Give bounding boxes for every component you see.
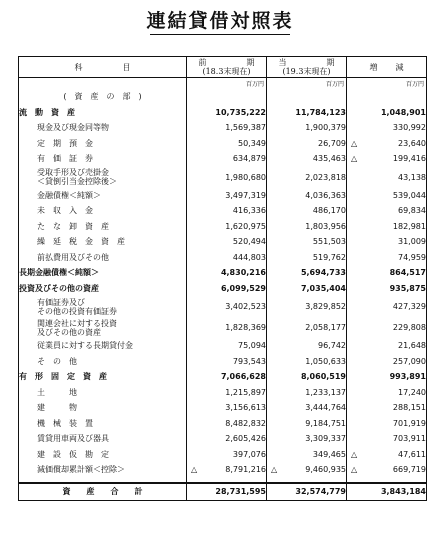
table-row <box>19 317 427 338</box>
row-label: 繰 延 税 金 資 産 <box>19 234 187 250</box>
total-label: 資 産 合 計 <box>19 483 187 501</box>
row-label <box>19 317 187 338</box>
table-row <box>19 250 427 266</box>
cell-prev <box>187 416 267 432</box>
table-row <box>19 89 427 105</box>
cell-curr <box>267 151 347 167</box>
cell-diff <box>347 105 427 121</box>
cell-value: 793,543 <box>232 356 266 366</box>
cell-value: 1,900,379 <box>305 123 346 133</box>
cell-value: 349,465 <box>312 449 346 459</box>
cell-diff <box>347 234 427 250</box>
cell-diff <box>347 354 427 370</box>
row-label: 有 形 固 定 資 産 <box>19 369 187 385</box>
row-label-line1: 受取手形及び売掛金 <box>37 168 109 177</box>
cell-prev <box>187 296 267 317</box>
row-label-line2: 及びその他の資産 <box>37 327 101 337</box>
cell-diff <box>347 250 427 266</box>
cell-value: 935,875 <box>389 283 426 293</box>
row-label-line2: ＜貸倒引当金控除後＞ <box>37 177 117 186</box>
negative-triangle-icon: △ <box>351 138 358 148</box>
cell-value: 8,060,519 <box>300 372 346 382</box>
total-diff: 3,843,184 <box>347 483 427 501</box>
cell-value: 1,980,680 <box>225 172 266 182</box>
cell-diff <box>347 167 427 188</box>
row-label <box>19 167 187 188</box>
negative-triangle-icon: △ <box>191 465 198 475</box>
row-label: 有 価 証 券 <box>19 151 187 167</box>
cell-curr <box>267 120 347 136</box>
table-row <box>19 447 427 463</box>
cell-diff <box>347 151 427 167</box>
row-label: 現金及び現金同等物 <box>19 120 187 136</box>
row-label: 長期金融債権＜純額＞ <box>19 265 187 281</box>
table-row <box>19 385 427 401</box>
table-row <box>19 400 427 416</box>
table-row <box>19 203 427 219</box>
cell-value: 257,090 <box>392 356 426 366</box>
cell-curr <box>267 462 347 478</box>
cell-curr <box>267 105 347 121</box>
header-diff: 増減 <box>347 57 427 78</box>
header-prev <box>187 57 267 78</box>
table-row <box>19 120 427 136</box>
cell-value: 31,009 <box>398 237 426 247</box>
table-row <box>19 136 427 152</box>
cell-curr <box>267 203 347 219</box>
cell-value: 435,463 <box>312 154 346 164</box>
cell-value: 5,694,733 <box>300 268 346 278</box>
cell-value: 23,640 <box>398 138 426 148</box>
cell-diff <box>347 338 427 354</box>
table-row <box>19 431 427 447</box>
table-row <box>19 354 427 370</box>
cell-diff <box>347 431 427 447</box>
row-label: 建 物 <box>19 400 187 416</box>
table-row <box>19 281 427 297</box>
total-prev: 28,731,595 <box>187 483 267 501</box>
cell-curr <box>267 338 347 354</box>
table-row <box>19 296 427 317</box>
cell-curr <box>267 136 347 152</box>
cell-prev <box>187 369 267 385</box>
row-label: 流 動 資 産 <box>19 105 187 121</box>
row-label: 減価償却累計額＜控除＞ <box>19 462 187 478</box>
cell-curr <box>267 317 347 338</box>
cell-prev <box>187 281 267 297</box>
cell-value: 50,349 <box>238 138 266 148</box>
cell-value: 199,416 <box>392 154 426 164</box>
cell-diff <box>347 369 427 385</box>
cell-value: 3,497,319 <box>225 190 266 200</box>
cell-diff <box>347 296 427 317</box>
cell-diff <box>347 89 427 105</box>
cell-prev <box>187 105 267 121</box>
cell-value: 9,184,751 <box>305 418 346 428</box>
cell-value: 17,240 <box>398 387 426 397</box>
cell-diff <box>347 447 427 463</box>
cell-value: 8,482,832 <box>225 418 266 428</box>
cell-value: 427,329 <box>392 302 426 311</box>
row-label: 前払費用及びその他 <box>19 250 187 266</box>
header-curr <box>267 57 347 78</box>
negative-triangle-icon: △ <box>351 154 358 164</box>
negative-triangle-icon: △ <box>271 465 278 475</box>
cell-value: 1,233,137 <box>305 387 346 397</box>
cell-curr <box>267 354 347 370</box>
cell-value: 1,215,897 <box>225 387 266 397</box>
cell-curr <box>267 89 347 105</box>
cell-curr <box>267 250 347 266</box>
cell-diff <box>347 265 427 281</box>
unit-diff: 百万円 <box>347 78 427 90</box>
cell-prev <box>187 447 267 463</box>
row-label: ( 資 産 の 部 ) <box>19 89 187 105</box>
cell-prev <box>187 136 267 152</box>
table-row <box>19 265 427 281</box>
cell-curr <box>267 234 347 250</box>
cell-prev <box>187 151 267 167</box>
cell-value: 2,058,177 <box>305 323 346 332</box>
cell-curr <box>267 369 347 385</box>
cell-diff <box>347 416 427 432</box>
cell-prev <box>187 167 267 188</box>
cell-value: 3,309,337 <box>305 434 346 444</box>
cell-prev <box>187 317 267 338</box>
cell-value: 416,336 <box>232 206 266 216</box>
cell-diff <box>347 120 427 136</box>
table-row <box>19 234 427 250</box>
row-label: 土 地 <box>19 385 187 401</box>
cell-curr <box>267 167 347 188</box>
cell-value: 4,830,216 <box>220 268 266 278</box>
cell-prev <box>187 338 267 354</box>
row-label: た な 卸 資 産 <box>19 219 187 235</box>
cell-value: 6,099,529 <box>220 283 266 293</box>
cell-prev <box>187 188 267 204</box>
cell-curr <box>267 385 347 401</box>
table-row <box>19 167 427 188</box>
cell-curr <box>267 416 347 432</box>
cell-value: 229,808 <box>392 323 426 332</box>
cell-diff <box>347 317 427 338</box>
row-label-line2: その他の投資有価証券 <box>37 306 117 316</box>
table-row <box>19 105 427 121</box>
cell-value: 43,138 <box>398 172 426 182</box>
unit-prev: 百万円 <box>187 78 267 90</box>
table-row <box>19 151 427 167</box>
cell-value: 486,170 <box>312 206 346 216</box>
cell-value: 1,048,901 <box>380 107 426 117</box>
row-label: 賃貸用車両及び器具 <box>19 431 187 447</box>
cell-value: 74,959 <box>398 252 426 262</box>
row-label-line1: 関連会社に対する投資 <box>37 318 117 328</box>
cell-diff <box>347 462 427 478</box>
cell-curr <box>267 265 347 281</box>
row-label: 従業員に対する長期貸付金 <box>19 338 187 354</box>
cell-value: 3,156,613 <box>225 403 266 413</box>
header-curr-sub: (19.3末現在) <box>282 67 331 76</box>
title-underline <box>150 34 290 35</box>
header-prev-sub: (18.3末現在) <box>202 67 251 76</box>
unit-row <box>19 78 427 90</box>
table-row <box>19 338 427 354</box>
cell-diff <box>347 385 427 401</box>
cell-value: 7,035,404 <box>300 283 346 293</box>
cell-value: 47,611 <box>398 449 426 459</box>
cell-prev <box>187 354 267 370</box>
cell-diff <box>347 219 427 235</box>
cell-curr <box>267 296 347 317</box>
table-header-row <box>19 57 427 78</box>
cell-prev <box>187 385 267 401</box>
row-label <box>19 296 187 317</box>
cell-value: 669,719 <box>392 465 426 475</box>
cell-diff <box>347 188 427 204</box>
cell-value: 21,648 <box>398 341 426 351</box>
cell-value: 96,742 <box>318 341 346 351</box>
unit-curr: 百万円 <box>267 78 347 90</box>
row-label: そ の 他 <box>19 354 187 370</box>
cell-value: 1,828,369 <box>225 323 266 332</box>
page-title: 連結貸借対照表 <box>146 10 294 32</box>
cell-value: 2,023,818 <box>305 172 346 182</box>
negative-triangle-icon: △ <box>351 449 358 459</box>
cell-prev <box>187 431 267 447</box>
cell-curr <box>267 400 347 416</box>
cell-curr <box>267 219 347 235</box>
cell-prev <box>187 219 267 235</box>
cell-value: 10,735,222 <box>215 107 266 117</box>
negative-triangle-icon: △ <box>351 465 358 475</box>
cell-curr <box>267 431 347 447</box>
row-label: 定 期 預 金 <box>19 136 187 152</box>
cell-prev <box>187 120 267 136</box>
cell-value: 1,803,956 <box>305 221 346 231</box>
cell-value: 397,076 <box>232 449 266 459</box>
cell-prev <box>187 234 267 250</box>
cell-value: 1,620,975 <box>225 221 266 231</box>
cell-value: 4,036,363 <box>305 190 346 200</box>
cell-value: 703,911 <box>392 434 426 444</box>
cell-value: 519,762 <box>312 252 346 262</box>
cell-value: 701,919 <box>392 418 426 428</box>
cell-value: 11,784,123 <box>295 107 346 117</box>
cell-value: 3,829,852 <box>305 302 346 311</box>
cell-value: 864,517 <box>389 268 426 278</box>
header-prev-top: 前 期 <box>198 58 255 67</box>
table-row <box>19 416 427 432</box>
cell-value: 9,460,935 <box>305 465 346 475</box>
cell-prev <box>187 89 267 105</box>
cell-prev <box>187 203 267 219</box>
total-curr: 32,574,779 <box>267 483 347 501</box>
header-curr-top: 当 期 <box>278 58 335 67</box>
row-label: 未 収 入 金 <box>19 203 187 219</box>
cell-value: 444,803 <box>232 252 266 262</box>
cell-value: 8,791,216 <box>225 465 266 475</box>
cell-diff <box>347 281 427 297</box>
cell-value: 3,444,764 <box>305 403 346 413</box>
cell-value: 3,402,523 <box>225 302 266 311</box>
cell-diff <box>347 136 427 152</box>
cell-prev <box>187 400 267 416</box>
table-row <box>19 369 427 385</box>
cell-prev <box>187 250 267 266</box>
cell-diff <box>347 400 427 416</box>
cell-value: 7,066,628 <box>220 372 266 382</box>
table-row <box>19 219 427 235</box>
cell-value: 26,709 <box>318 138 346 148</box>
cell-curr <box>267 188 347 204</box>
cell-value: 1,050,633 <box>305 356 346 366</box>
cell-value: 634,879 <box>232 154 266 164</box>
cell-value: 993,891 <box>389 372 426 382</box>
row-label: 投資及びその他の資産 <box>19 281 187 297</box>
cell-curr <box>267 447 347 463</box>
balance-sheet-table <box>18 56 427 501</box>
cell-value: 75,094 <box>238 341 266 351</box>
header-label: 科目 <box>19 57 187 78</box>
cell-value: 69,834 <box>398 206 426 216</box>
table-row <box>19 188 427 204</box>
cell-curr <box>267 281 347 297</box>
cell-value: 551,503 <box>312 237 346 247</box>
cell-value: 288,151 <box>392 403 426 413</box>
cell-prev <box>187 462 267 478</box>
cell-value: 330,992 <box>392 123 426 133</box>
cell-diff <box>347 203 427 219</box>
cell-value: 539,044 <box>392 190 426 200</box>
row-label: 金融債権＜純額＞ <box>19 188 187 204</box>
row-label: 建 設 仮 勘 定 <box>19 447 187 463</box>
row-label: 機 械 装 置 <box>19 416 187 432</box>
row-label-line1: 有価証券及び <box>37 297 85 307</box>
table-row <box>19 462 427 478</box>
total-row <box>19 483 427 501</box>
cell-value: 1,569,387 <box>225 123 266 133</box>
cell-value: 2,605,426 <box>225 434 266 444</box>
cell-value: 182,981 <box>392 221 426 231</box>
cell-value: 520,494 <box>232 237 266 247</box>
cell-prev <box>187 265 267 281</box>
